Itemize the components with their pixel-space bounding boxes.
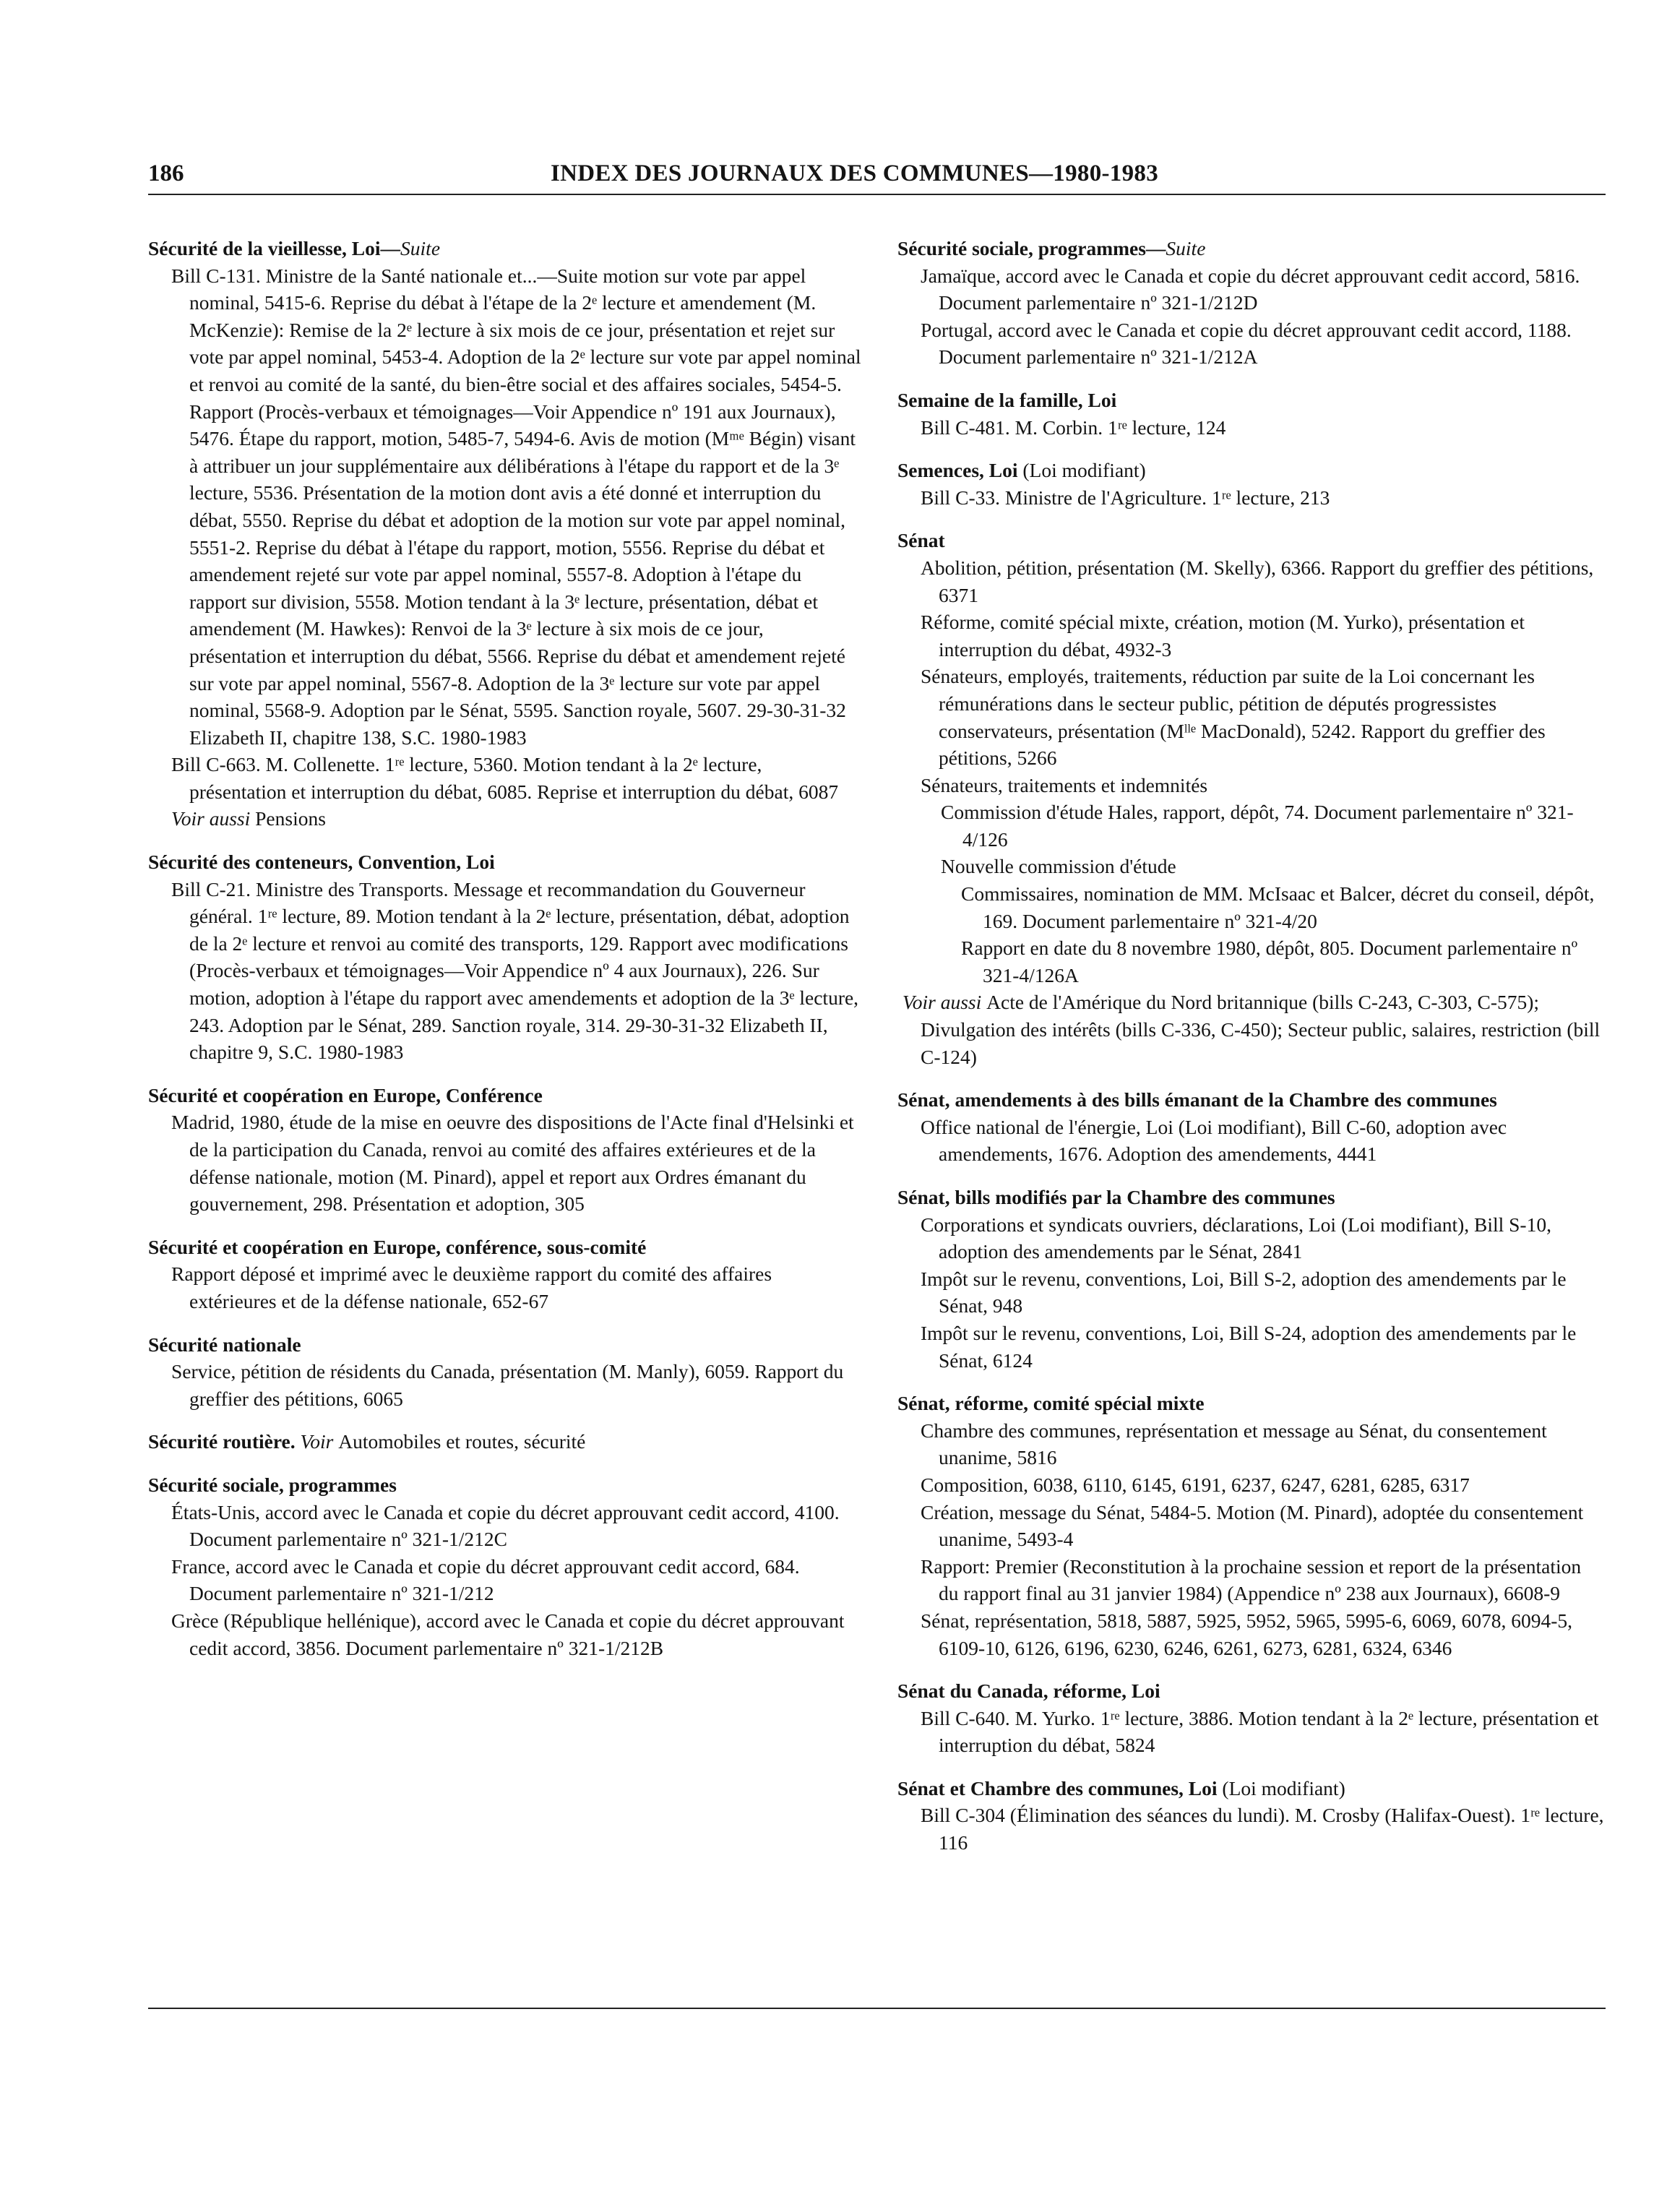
entry-line: Grèce (République hellénique), accord avec le Canada et copie du décret approuvant cedit accord, 3856. Document parlementaire nº 321-1/212B: [171, 1609, 845, 1659]
entry-heading: Sécurité et coopération en Europe, conférence, sous-comité: [148, 1235, 647, 1258]
right-column: [897, 235, 1606, 1872]
entry-line: France, accord avec le Canada et copie du décret approuvant cedit accord, 684. Document parlementaire nº 321-1/212: [171, 1554, 800, 1605]
index-entry: [897, 235, 1606, 371]
see-also: Voir aussi Pensions: [171, 807, 326, 830]
entry-subsubline: Rapport en date du 8 novembre 1980, dépôt, 805. Document parlementaire nº 321-4/126A: [961, 937, 1578, 986]
see-also: Voir aussi Acte de l'Amérique du Nord britannique (bills C-243, C-303, C-575); Divulgation des intérêts (bills C-336, C-450); Secteur public, salaires, restriction (bill C-124): [903, 991, 1601, 1068]
entry-line: Office national de l'énergie, Loi (Loi modifiant), Bill C-60, adoption avec amendements, 1676. Adoption des amendements, 4441: [921, 1115, 1507, 1166]
entry-line: Impôt sur le revenu, conventions, Loi, Bill S-24, adoption des amendements par le Sénat, 6124: [921, 1321, 1577, 1372]
entry-line: Bill C-481. M. Corbin. 1ʳᵉ lecture, 124: [921, 416, 1226, 439]
entry-line: Impôt sur le revenu, conventions, Loi, Bill S-2, adoption des amendements par le Sénat, 948: [921, 1267, 1567, 1317]
entry-line: Bill C-33. Ministre de l'Agriculture. 1ʳᵉ lecture, 213: [921, 486, 1330, 509]
index-entry: [148, 848, 863, 1066]
entry-heading: Semaine de la famille, Loi: [897, 388, 1117, 411]
entry-line: Bill C-663. M. Collenette. 1ʳᵉ lecture, 5360. Motion tendant à la 2ᵉ lecture, présentation et interruption du débat, 6085. Reprise et interruption du débat, 6087: [171, 753, 839, 803]
index-entry: [897, 1390, 1606, 1661]
index-entry: [897, 387, 1606, 441]
index-entry: [897, 527, 1606, 1070]
entry-line: Chambre des communes, représentation et message au Sénat, du consentement unanime, 5816: [921, 1419, 1547, 1469]
entry-line: Bill C-131. Ministre de la Santé nationale et...—Suite motion sur vote par appel nominal, 5415-6. Reprise du débat à l'étape de la 2ᵉ lecture et amendement (M. McKenzie): Remise de la 2ᵉ lecture à six mois de ce jour, présentation et rejet sur vote par appel nominal, 5453-4. Adoption de la 2ᵉ lecture sur vote par appel nominal et renvoi au comité de la santé, du bien-être social et des affaires sociales, 5454-5. Rapport (Procès-verbaux et témoignages—Voir Appendice nº 191 aux Journaux), 5476. Étape du rapport, motion, 5485-7, 5494-6. Avis de motion (Mᵐᵉ Bégin) visant à attribuer un jour supplémentaire aux délibérations à l'étape du rapport et de la 3ᵉ lecture, 5536. Présentation de la motion dont avis a été donné et interruption du débat, 5550. Reprise du débat et adoption de la motion sur vote par appel nominal, 5551-2. Reprise du débat à l'étape du rapport, motion, 5556. Reprise du débat et amendement rejeté sur vote par appel nominal, 5557-8. Adoption à l'étape du rapport sur division, 5558. Motion tendant à la 3ᵉ lecture, présentation, débat et amendement (M. Hawkes): Renvoi de la 3ᵉ lecture à six mois de ce jour, présentation et interruption du débat, 5566. Reprise du débat et amendement rejeté sur vote par appel nominal, 5567-8. Adoption de la 3ᵉ lecture sur vote par appel nominal, 5568-9. Adoption par le Sénat, 5595. Sanction royale, 5607. 29-30-31-32 Elizabeth II, chapitre 138, S.C. 1980-1983: [171, 264, 861, 749]
entry-heading: Sénat: [897, 529, 945, 552]
footer-rule: [148, 2008, 1606, 2009]
entry-line: Madrid, 1980, étude de la mise en oeuvre des dispositions de l'Acte final d'Helsinki et de la participation du Canada, renvoi au comité des affaires extérieures et de la défense nationale, motion (M. Pinard), appel et report aux Ordres émanant du gouvernement, 298. Présentation et adoption, 305: [171, 1111, 854, 1216]
entry-line: Création, message du Sénat, 5484-5. Motion (M. Pinard), adoptée du consentement unanime, 5493-4: [921, 1500, 1584, 1551]
entry-line: Bill C-21. Ministre des Transports. Message et recommandation du Gouverneur général. 1ʳᵉ lecture, 89. Motion tendant à la 2ᵉ lecture, présentation, débat, adoption de la 2ᵉ lecture et renvoi au comité des transports, 129. Rapport avec modifications (Procès-verbaux et témoignages—Voir Appendice nº 4 aux Journaux), 226. Sur motion, adoption à l'étape du rapport avec amendements et adoption de la 3ᵉ lecture, 243. Adoption par le Sénat, 289. Sanction royale, 314. 29-30-31-32 Elizabeth II, chapitre 9, S.C. 1980-1983: [171, 877, 859, 1064]
entry-heading: Sénat, bills modifiés par la Chambre des communes: [897, 1186, 1335, 1208]
entry-heading: Sécurité sociale, programmes—Suite: [897, 237, 1206, 259]
index-entry: [897, 1086, 1606, 1168]
entry-heading: Sécurité nationale: [148, 1333, 301, 1356]
header-rule: [148, 194, 1606, 195]
entry-heading: Sécurité routière. Voir Automobiles et routes, sécurité: [148, 1430, 586, 1453]
index-entry: [897, 457, 1606, 511]
entry-line: Abolition, pétition, présentation (M. Skelly), 6366. Rapport du greffier des pétitions, 6371: [921, 556, 1594, 606]
entry-line: Bill C-640. M. Yurko. 1ʳᵉ lecture, 3886. Motion tendant à la 2ᵉ lecture, présentation et interruption du débat, 5824: [921, 1706, 1599, 1757]
index-entry: [897, 1677, 1606, 1759]
entry-heading: Sénat du Canada, réforme, Loi: [897, 1680, 1160, 1703]
entry-line: Portugal, accord avec le Canada et copie du décret approuvant cedit accord, 1188. Document parlementaire nº 321-1/212A: [921, 318, 1572, 369]
entry-line: États-Unis, accord avec le Canada et copie du décret approuvant cedit accord, 4100. Document parlementaire nº 321-1/212C: [171, 1500, 840, 1551]
entry-subline: Commission d'étude Hales, rapport, dépôt, 74. Document parlementaire nº 321-4/126: [941, 801, 1574, 851]
entry-line: Rapport déposé et imprimé avec le deuxième rapport du comité des affaires extérieures et de la défense nationale, 652-67: [171, 1263, 772, 1312]
entry-subline: Nouvelle commission d'étude: [941, 855, 1176, 878]
entry-heading: Sécurité des conteneurs, Convention, Loi: [148, 851, 495, 874]
entry-heading: Sénat et Chambre des communes, Loi (Loi modifiant): [897, 1776, 1345, 1799]
index-entry: [897, 1775, 1606, 1857]
entry-line: Sénateurs, employés, traitements, réduction par suite de la Loi concernant les rémunérations dans le secteur public, pétition de députés progressistes conservateurs, présentation (Mˡˡᵉ MacDonald), 5242. Rapport du greffier des pétitions, 5266: [921, 665, 1546, 770]
index-entry: [148, 1234, 863, 1315]
entry-heading: Sécurité de la vieillesse, Loi—Suite: [148, 237, 441, 259]
index-entry: [148, 1471, 863, 1661]
index-entry: [897, 1184, 1606, 1374]
running-title: INDEX DES JOURNAUX DES COMMUNES—1980-1983: [550, 160, 1158, 186]
entry-line: Sénateurs, traitements et indemnités: [921, 773, 1208, 796]
entry-heading: Sénat, amendements à des bills émanant de la Chambre des communes: [897, 1088, 1497, 1111]
entry-line: Service, pétition de résidents du Canada, présentation (M. Manly), 6059. Rapport du greffier des pétitions, 6065: [171, 1360, 844, 1410]
entry-line: Rapport: Premier (Reconstitution à la prochaine session et report de la présentation du rapport final au 31 janvier 1984) (Appendice nº 238 aux Journaux), 6608-9: [921, 1554, 1582, 1605]
entry-line: Sénat, représentation, 5818, 5887, 5925, 5952, 5965, 5995-6, 6069, 6078, 6094-5, 6109-10, 6126, 6196, 6230, 6246, 6261, 6273, 6281, 6324, 6346: [921, 1609, 1573, 1659]
index-entry: [148, 235, 863, 833]
left-column: [148, 235, 863, 1677]
index-entry: [148, 1082, 863, 1218]
entry-subsubline: Commissaires, nomination de MM. McIsaac et Balcer, décret du conseil, dépôt, 169. Document parlementaire nº 321-4/20: [961, 882, 1595, 932]
entry-line: Bill C-304 (Élimination des séances du lundi). M. Crosby (Halifax-Ouest). 1ʳᵉ lecture, 116: [921, 1804, 1604, 1854]
entry-heading: Sécurité sociale, programmes: [148, 1473, 397, 1496]
page-number: 186: [148, 160, 184, 186]
index-entry: [148, 1428, 863, 1455]
entry-line: Jamaïque, accord avec le Canada et copie du décret approuvant cedit accord, 5816. Document parlementaire nº 321-1/212D: [921, 264, 1580, 314]
entry-line: Corporations et syndicats ouvriers, déclarations, Loi (Loi modifiant), Bill S-10, adoption des amendements par le Sénat, 2841: [921, 1213, 1551, 1263]
entry-heading: Semences, Loi (Loi modifiant): [897, 459, 1146, 482]
index-entry: [148, 1331, 863, 1413]
entry-heading: Sénat, réforme, comité spécial mixte: [897, 1392, 1205, 1415]
entry-line: Réforme, comité spécial mixte, création, motion (M. Yurko), présentation et interruption du débat, 4932-3: [921, 611, 1525, 661]
entry-heading: Sécurité et coopération en Europe, Conférence: [148, 1083, 543, 1106]
entry-line: Composition, 6038, 6110, 6145, 6191, 6237, 6247, 6281, 6285, 6317: [921, 1473, 1470, 1496]
